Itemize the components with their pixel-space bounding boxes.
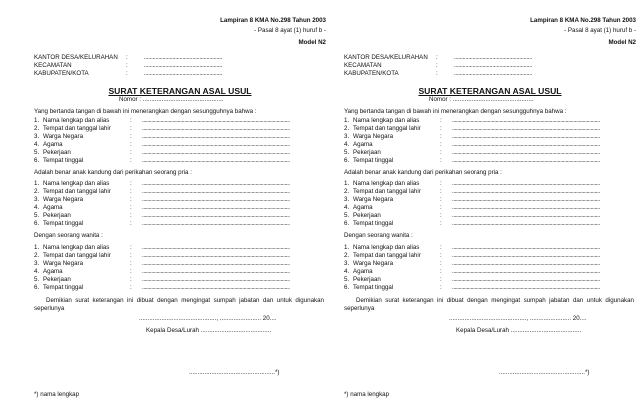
signatory-title: Kepala Desa/Lurah ......................................... [456, 327, 582, 334]
attachment-header: Lampiran 8 KMA No.298 Tahun 2003 [530, 17, 636, 24]
article-reference: - Pasal 8 ayat (1) huruf b - [564, 27, 636, 34]
document-title: SURAT KETERANGAN ASAL USUL [418, 86, 562, 96]
place-date-line: ............................................., ........................ 20.... [139, 315, 277, 322]
father-intro-text: Adalah benar anak kandung dari perikahan seorang pria : [34, 169, 192, 176]
form-sheet-left: Lampiran 8 KMA No.298 Tahun 2003 - Pasal 8 ayat (1) huruf b - Model N2 KANTOR DESA/KELURAHAN : ....................................................... KECAMATAN : ....................................................... KABUPATEN/KOTA : ....................................................... SURAT KETERANGAN ASAL USUL Nomor : ............................................... Yang bertanda tangan di bawah ini menerangkan dengan sesungguhnya bahwa : 1. Nama lengkap dan alias : ................................................................................................................ 2. Tempat dan tanggal lahir : ................................................................................................................ 3. Warga Negara : ................................................................................................................ 4. Agama : ................................................................................................................ 5. Pekerjaan : ................................................................................................................ 6. Tempat tinggal : ................................................................................................................ Adalah benar anak kandung dari perikahan seorang pria : 1. Nama lengkap dan alias : ................................................................................................................ 2. Tempat dan tanggal lahir : ................................................................................................................ 3. Warga Negara : ................................................................................................................ 4. Agama : ................................................................................................................ 5. Pekerjaan : ................................................................................................................ 6. Tempat tinggal : ................................................................................................................ Dengan seorang wanita : 1. Nama lengkap dan alias : ................................................................................................................ 2. Tempat dan tanggal lahir : ................................................................................................................ 3. Warga Negara : ................................................................................................................ 4. Agama : ................................................................................................................ 5. Pekerjaan : ................................................................................................................ 6. Tempat tinggal : ................................................................................................................ Demikian surat keterangan ini dibuat dengan mengingat sumpah jabatan dan untuk digunakan seperlunya ............................................., ........................ 20.... Kepala Desa/Lurah ......................................... ..................................................*) *) nama lengkap [34, 17, 326, 398]
footnote: *) nama lengkap [344, 391, 390, 398]
footnote: *) nama lengkap [34, 391, 80, 398]
intro-text: Yang bertanda tangan di bawah ini menerangkan dengan sesungguhnya bahwa : [34, 108, 257, 115]
mother-intro-text: Dengan seorang wanita : [34, 232, 103, 239]
closing-statement: Demikian surat keterangan ini dibuat dengan mengingat sumpah jabatan dan untuk digunakan seperlunya [344, 297, 634, 312]
model-code: Model N2 [298, 39, 326, 46]
place-date-line: ............................................., ........................ 20.... [449, 315, 587, 322]
document-number: Nomor : ............................................... [429, 96, 534, 103]
attachment-header: Lampiran 8 KMA No.298 Tahun 2003 [220, 17, 326, 24]
form-sheet-right: Lampiran 8 KMA No.298 Tahun 2003 - Pasal 8 ayat (1) huruf b - Model N2 KANTOR DESA/KELURAHAN : ....................................................... KECAMATAN : ....................................................... KABUPATEN/KOTA : ....................................................... SURAT KETERANGAN ASAL USUL Nomor : ............................................... Yang bertanda tangan di bawah ini menerangkan dengan sesungguhnya bahwa : 1. Nama lengkap dan alias : ................................................................................................................ 2. Tempat dan tanggal lahir : ................................................................................................................ 3. Warga Negara : ................................................................................................................ 4. Agama : ................................................................................................................ 5. Pekerjaan : ................................................................................................................ 6. Tempat tinggal : ................................................................................................................ Adalah benar anak kandung dari perikahan seorang pria : 1. Nama lengkap dan alias : ................................................................................................................ 2. Tempat dan tanggal lahir : ................................................................................................................ 3. Warga Negara : ................................................................................................................ 4. Agama : ................................................................................................................ 5. Pekerjaan : ................................................................................................................ 6. Tempat tinggal : ................................................................................................................ Dengan seorang wanita : 1. Nama lengkap dan alias : ................................................................................................................ 2. Tempat dan tanggal lahir : ................................................................................................................ 3. Warga Negara : ................................................................................................................ 4. Agama : ................................................................................................................ 5. Pekerjaan : ................................................................................................................ 6. Tempat tinggal : ................................................................................................................ Demikian surat keterangan ini dibuat dengan mengingat sumpah jabatan dan untuk digunakan seperlunya ............................................., ........................ 20.... Kepala Desa/Lurah ......................................... ..................................................*) *) nama lengkap [344, 17, 636, 398]
document-title: SURAT KETERANGAN ASAL USUL [108, 86, 252, 96]
model-code: Model N2 [608, 39, 636, 46]
father-intro-text: Adalah benar anak kandung dari perikahan seorang pria : [344, 169, 502, 176]
article-reference: - Pasal 8 ayat (1) huruf b - [254, 27, 326, 34]
signatory-title: Kepala Desa/Lurah ......................................... [146, 327, 272, 334]
signature-line: ..................................................*) [499, 369, 590, 376]
mother-intro-text: Dengan seorang wanita : [344, 232, 413, 239]
signature-line: ..................................................*) [189, 369, 280, 376]
intro-text: Yang bertanda tangan di bawah ini menerangkan dengan sesungguhnya bahwa : [344, 108, 567, 115]
closing-statement: Demikian surat keterangan ini dibuat dengan mengingat sumpah jabatan dan untuk digunakan seperlunya [34, 297, 324, 312]
document-number: Nomor : ............................................... [119, 96, 224, 103]
